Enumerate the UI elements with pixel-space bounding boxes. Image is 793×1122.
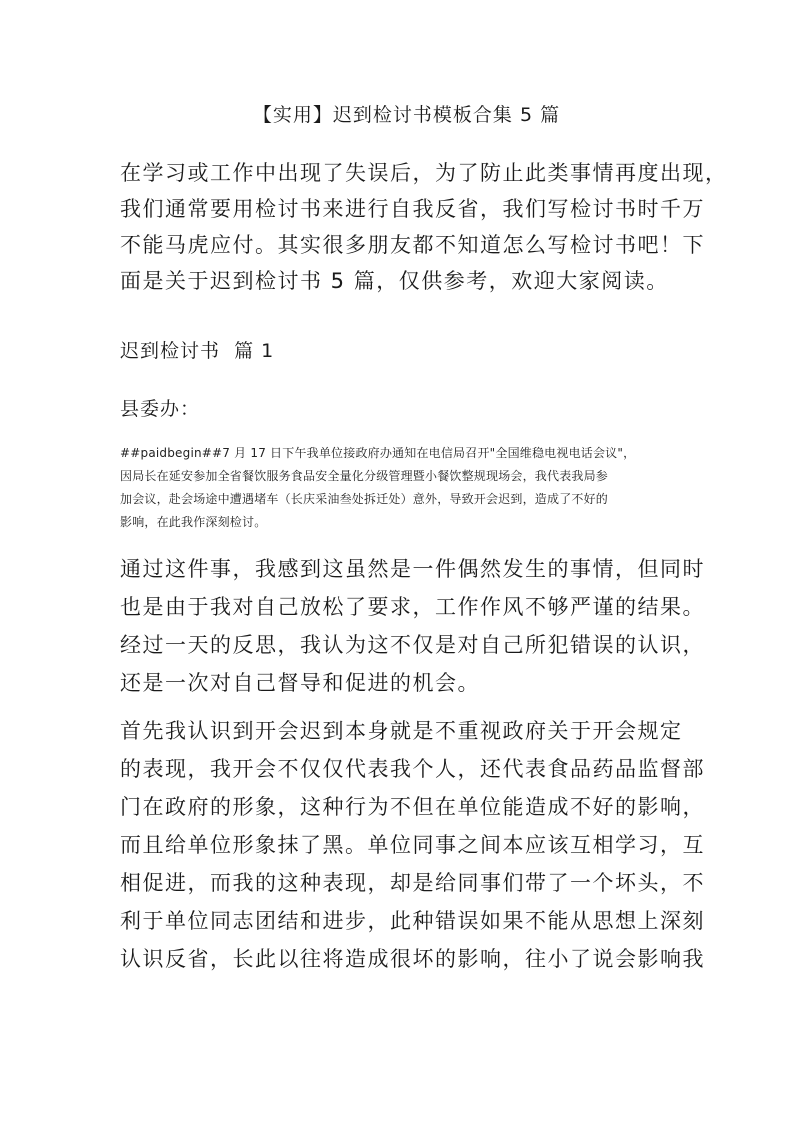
intro-line: 在学习或工作中出现了失误后，为了防止此类事情再度出现， <box>120 161 728 185</box>
small-print-line: 加会议，赴会场途中遭遇堵车（长庆采油叁处拆迁处）意外，导致开会迟到，造成了不好的 <box>120 492 609 506</box>
section-heading: 迟到检讨书 篇 1 <box>120 340 275 362</box>
small-print-paragraph <box>120 442 680 534</box>
body-line: 而且给单位形象抹了黑。单位同事之间本应该互相学习，互 <box>120 833 705 857</box>
document-title: 【实用】迟到检讨书模板合集 5 篇 <box>252 104 561 126</box>
small-print-line: 因局长在延安参加全省餐饮服务食品安全量化分级管理暨小餐饮整规现场会，我代表我局参 <box>120 469 609 483</box>
body-line: 利于单位同志团结和进步，此种错误如果不能从思想上深刻 <box>120 909 705 933</box>
intro-line: 我们通常要用检讨书来进行自我反省，我们写检讨书时千万 <box>120 197 705 221</box>
small-print-line: 影响，在此我作深刻检讨。 <box>120 515 267 529</box>
body-paragraph-2 <box>120 712 705 978</box>
body-line: 也是由于我对自己放松了要求，工作作风不够严谨的结果。 <box>120 595 705 619</box>
body-line: 相促进，而我的这种表现，却是给同事们带了一个坏头，不 <box>120 871 705 895</box>
body-paragraph-1 <box>120 550 705 702</box>
intro-paragraph <box>120 155 728 299</box>
body-line: 认识反省，长此以往将造成很坏的影响，往小了说会影响我 <box>120 947 705 971</box>
intro-line: 面是关于迟到检讨书 5 篇，仅供参考，欢迎大家阅读。 <box>120 269 669 293</box>
body-line: 首先我认识到开会迟到本身就是不重视政府关于开会规定 <box>120 719 683 743</box>
small-print-line: ##paidbegin##7 月 17 日下午我单位接政府办通知在电信局召开"全国维稳电视电话会议"， <box>120 446 636 460</box>
body-line: 的表现，我开会不仅仅代表我个人，还代表食品药品监督部 <box>120 757 705 781</box>
body-line: 还是一次对自己督导和促进的机会。 <box>120 671 480 695</box>
body-line: 经过一天的反思，我认为这不仅是对自己所犯错误的认识， <box>120 633 705 657</box>
intro-line: 不能马虎应付。其实很多朋友都不知道怎么写检讨书吧！下 <box>120 233 705 257</box>
salutation: 县委办： <box>120 398 201 420</box>
body-line: 通过这件事，我感到这虽然是一件偶然发生的事情，但同时 <box>120 557 705 581</box>
body-line: 门在政府的形象，这种行为不但在单位能造成不好的影响， <box>120 795 705 819</box>
